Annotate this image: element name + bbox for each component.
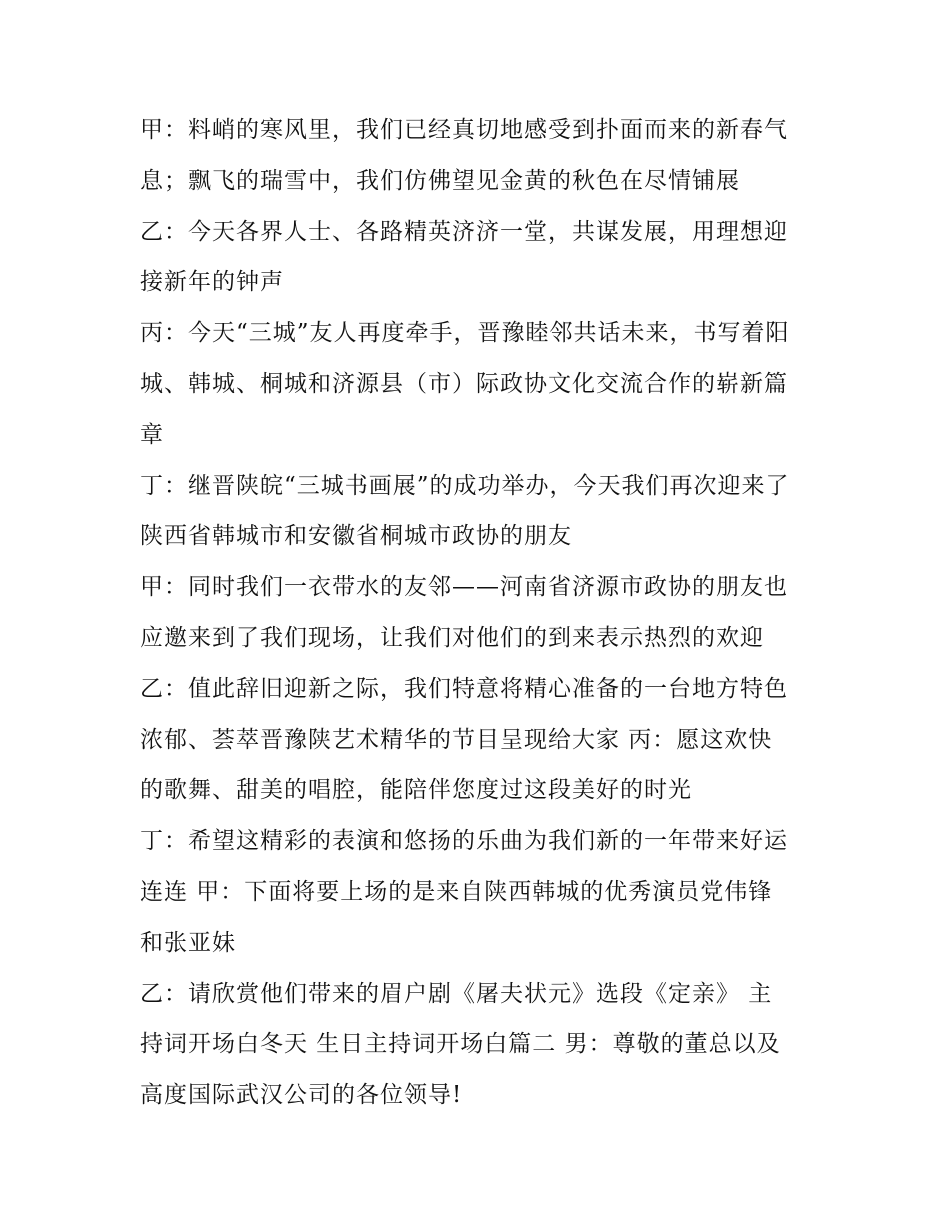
text-line: 乙：值此辞旧迎新之际，我们特意将精心准备的一台地方特色: [140, 675, 788, 702]
text-line: 连连 甲：下面将要上场的是来自陕西韩城的优秀演员党伟锋: [140, 878, 773, 905]
text-line: 丙：今天“三城”友人再度牵手，晋豫睦邻共话未来，书写着阳: [140, 320, 790, 347]
text-line: 应邀来到了我们现场，让我们对他们的到来表示热烈的欢迎: [140, 624, 764, 651]
text-line: 乙：今天各界人士、各路精英济济一堂，共谋发展，用理想迎: [140, 218, 788, 245]
text-line: 丁：继晋陕皖“三城书画展”的成功举办，今天我们再次迎来了: [140, 472, 790, 499]
text-line: 和张亚妹: [140, 929, 236, 956]
text-line: 浓郁、荟萃晋豫陕艺术精华的节目呈现给大家 丙：愿这欢快: [140, 726, 773, 753]
text-line: 陕西省韩城市和安徽省桐城市政协的朋友: [140, 523, 572, 550]
text-line: 的歌舞、甜美的唱腔，能陪伴您度过这段美好的时光: [140, 777, 692, 804]
text-line: 持词开场白冬天 生日主持词开场白篇二 男：尊敬的董总以及: [140, 1031, 781, 1058]
document-body: [140, 105, 820, 1121]
text-line: 甲：同时我们一衣带水的友邻——河南省济源市政协的朋友也: [140, 574, 788, 601]
text-line: 乙：请欣赏他们带来的眉户剧《屠夫状元》选段《定亲》 主: [140, 980, 773, 1007]
text-line: 高度国际武汉公司的各位领导!: [140, 1082, 463, 1109]
text-line: 接新年的钟声: [140, 269, 284, 296]
text-line: 甲：料峭的寒风里，我们已经真切地感受到扑面而来的新春气: [140, 117, 788, 143]
text-line: 章: [140, 421, 164, 448]
text-line: 城、韩城、桐城和济源县（市）际政协文化交流合作的崭新篇: [140, 370, 788, 397]
text-line: 息；飘飞的瑞雪中，我们仿佛望见金黄的秋色在尽情铺展: [140, 167, 740, 194]
text-line: 丁：希望这精彩的表演和悠扬的乐曲为我们新的一年带来好运: [140, 828, 788, 855]
